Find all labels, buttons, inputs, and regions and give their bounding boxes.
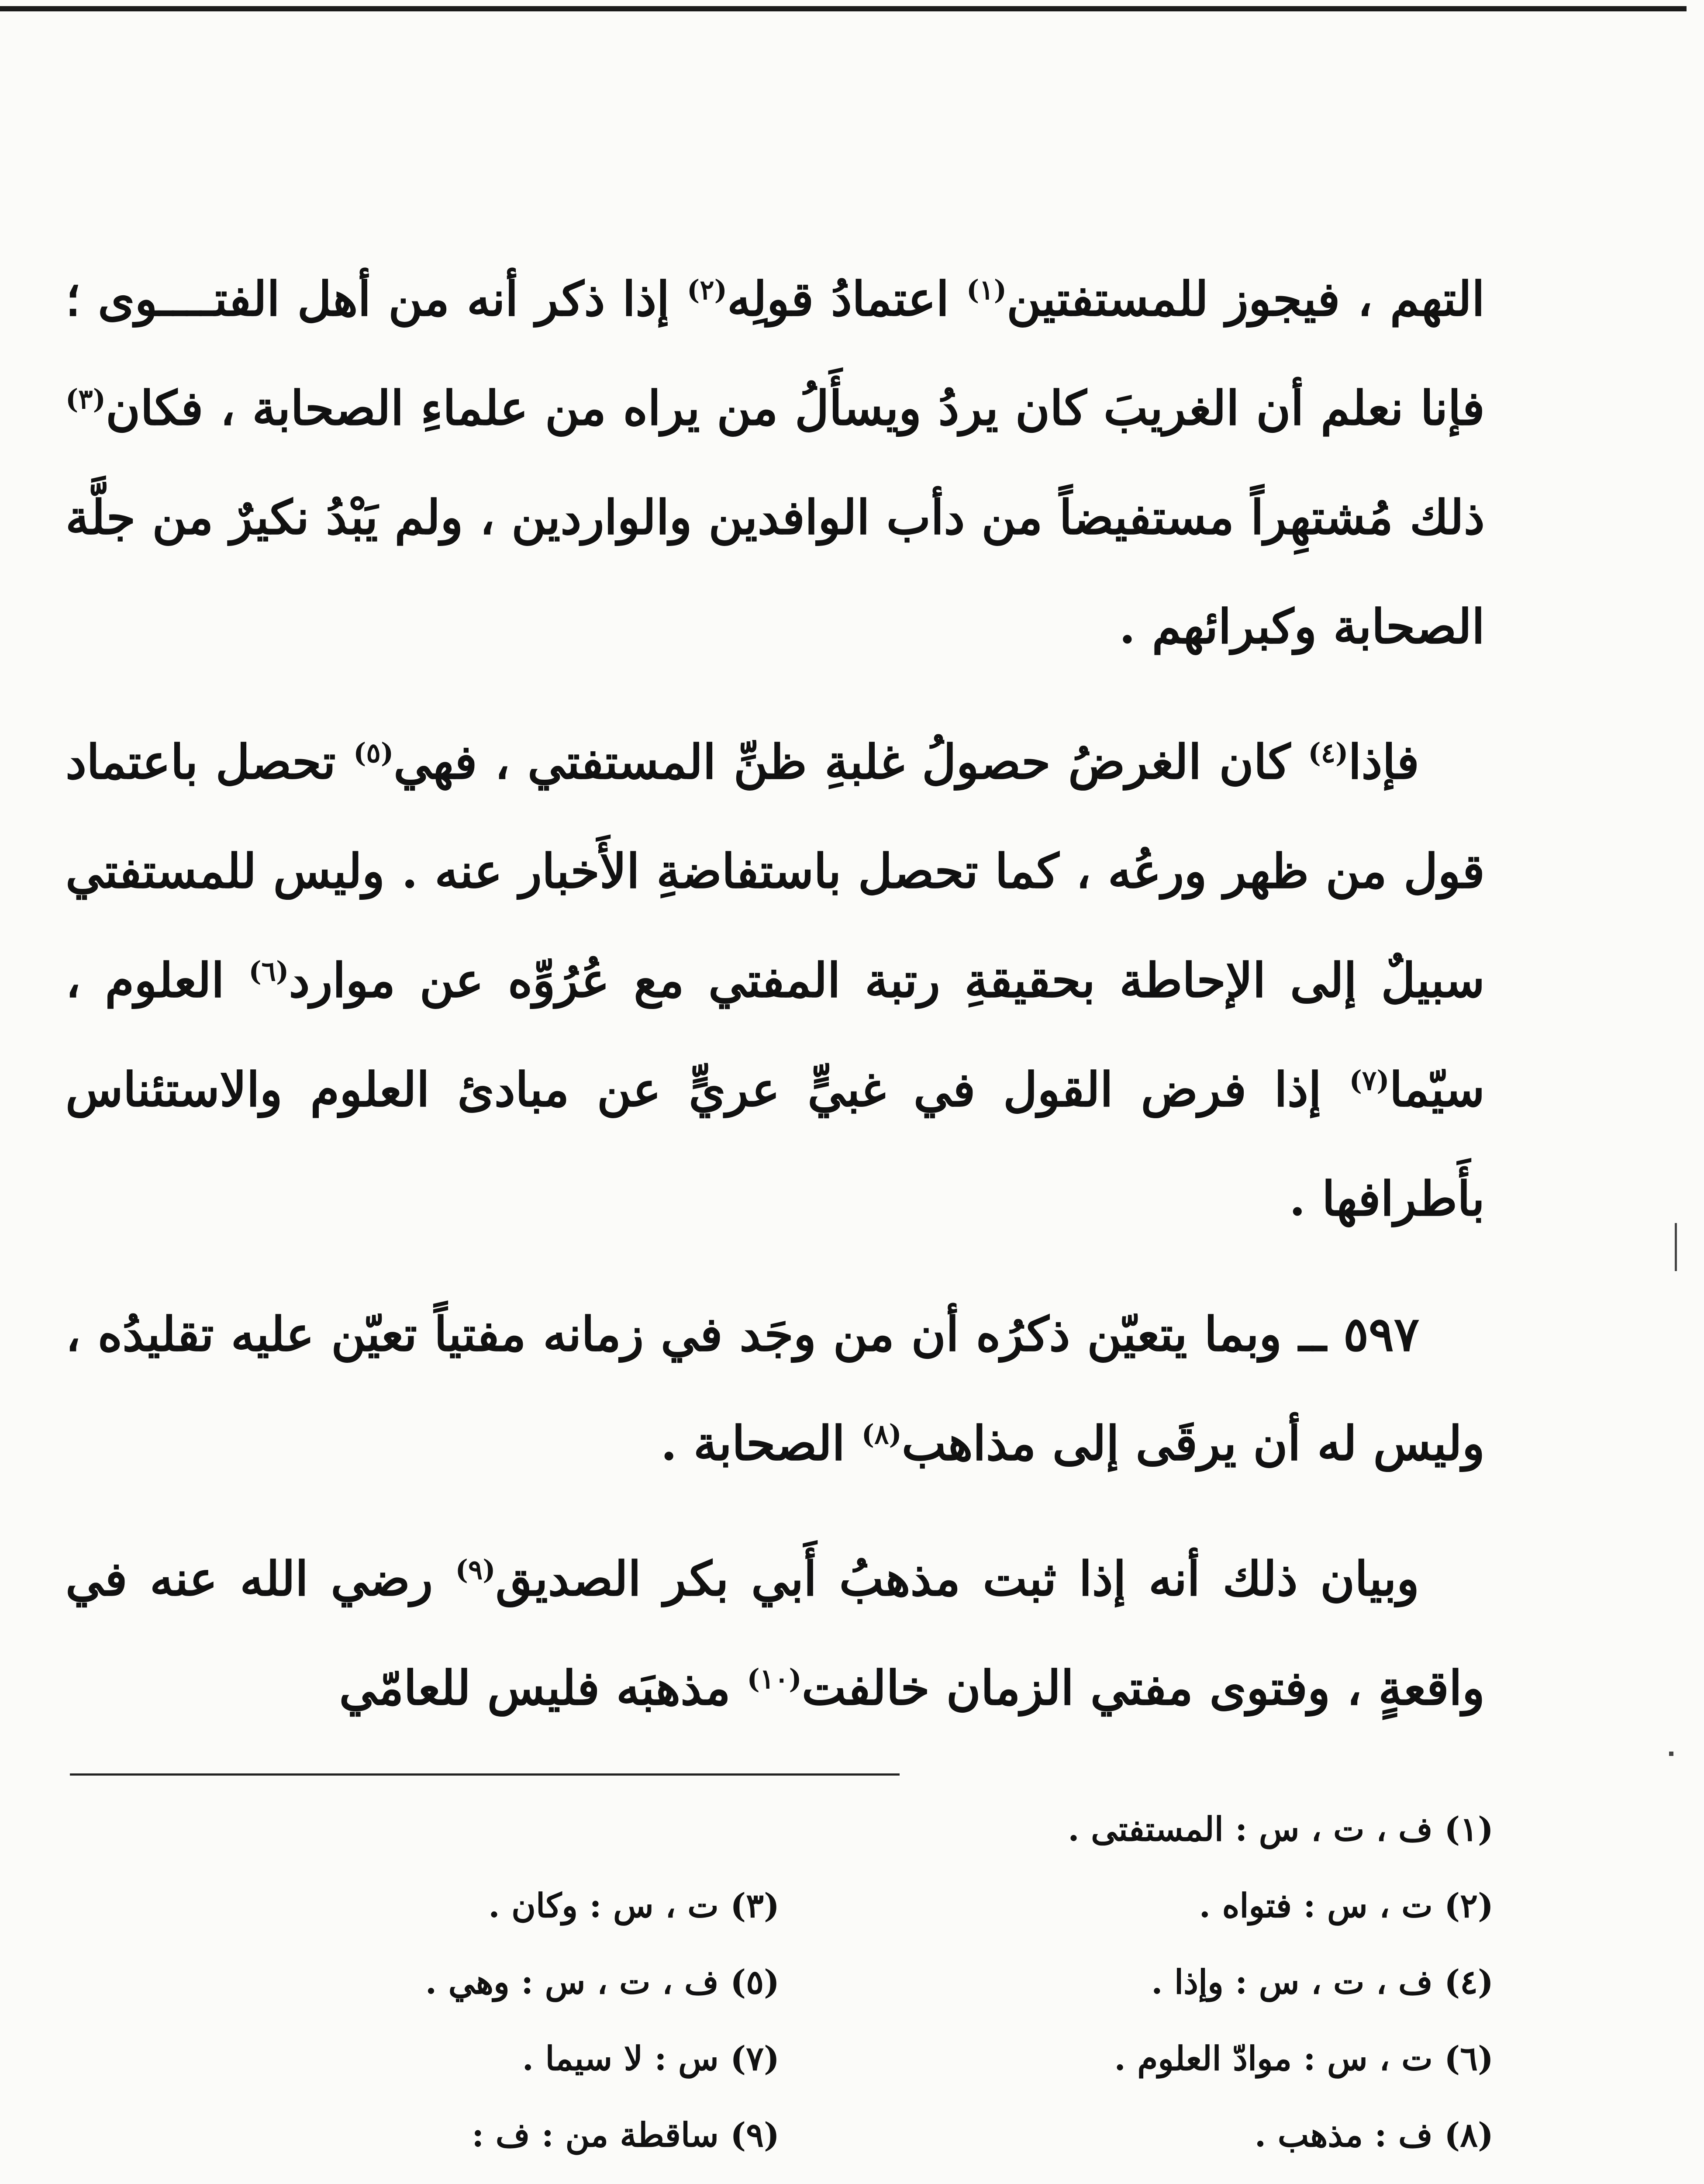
footnote-5: (٥) ف ، ت ، س : وهي .: [425, 1963, 780, 2001]
paragraph-1: [66, 245, 1485, 681]
text-run: وبيان ذلك أنه إذا ثبت مذهبُ أَبي بكر الصديق: [495, 1552, 1419, 1607]
footnote-row: [66, 1791, 1494, 1867]
text-run: إذا ذكر أنه من أهل الفتــــوى ؛ فإنا نعلم أن الغريبَ كان يردُ ويسأَلُ من يراه من علماءِ الصحابة ، فكان: [66, 272, 1485, 436]
footnote-6: (٦) ت ، س : موادّ العلوم .: [1114, 2039, 1494, 2078]
footnote-ref: (١): [966, 274, 1007, 306]
margin-mark: [1675, 1223, 1677, 1271]
text-run: إذا فرض القول في غبيٍّ عريٍّ عن مبادئ العلوم والاستئناس بأَطرافها .: [66, 1062, 1485, 1227]
text-run: ٥٩٧ ــ وبما يتعيّن ذكرُه أن من وجَد في زمانه مفتياً تعيّن عليه تقليدُه ، وليس له أن يرقَى إلى مذاهب: [66, 1307, 1485, 1471]
footnote-row: [66, 2020, 1494, 2097]
main-text-body: [66, 245, 1485, 1769]
footnote-ref: (٩): [455, 1554, 496, 1586]
text-run: العلوم ، سيّما: [66, 953, 1485, 1117]
footnote-row: [66, 2173, 1494, 2184]
footnote-ref: (٨): [861, 1418, 902, 1450]
text-run: تحصل باعتماد قول من ظهر ورعُه ، كما تحصل باستفاضةِ الأَخبار عنه . وليس للمستفتي سبيلٌ إلى الإحاطة بحقيقةِ رتبة المفتي مع عُرُوِّه عن موارد: [66, 735, 1485, 1008]
text-run: الصحابة .: [660, 1416, 862, 1471]
footnote-ref: (٢): [687, 274, 727, 306]
text-run: اعتمادُ قولِه: [727, 272, 967, 327]
text-run: مذهبَه فليس للعامّي: [339, 1661, 747, 1716]
footnote-row: [66, 1944, 1494, 2020]
footnote-ref: (٤): [1308, 737, 1349, 769]
footnote-separator: [70, 1773, 900, 1776]
text-run: فإذا: [1348, 735, 1419, 790]
footnote-4: (٤) ف ، ت ، س : وإذا .: [1151, 1963, 1494, 2001]
text-run: التهم ، فيجوز للمستفتين: [1007, 272, 1485, 327]
footnote-2: (٢) ت ، س : فتواه .: [1199, 1886, 1494, 1925]
footnote-7: (٧) س : لا سيما .: [522, 2039, 780, 2078]
paragraph-597: [66, 1280, 1485, 1498]
text-run: كان الغرضُ حصولُ غلبةِ ظنِّ المستفتي ، فهي: [393, 735, 1308, 790]
footnote-ref: (٣): [66, 383, 106, 415]
footnote-row: [66, 2097, 1494, 2173]
paragraph-4: [66, 1524, 1485, 1743]
footnote-empty: [66, 1791, 780, 1867]
footnote-ref: (٧): [1349, 1064, 1390, 1096]
text-run: ذلك مُشتهِراً مستفيضاً من دأب الوافدين والواردين ، ولم يَبْدُ نكيرٌ من جلَّة الصحابة وكبرائهم .: [66, 490, 1485, 654]
top-border-rule: [0, 6, 1687, 11]
footnote-ref: (٦): [248, 955, 289, 987]
footnote-ref: (١٠): [747, 1663, 802, 1695]
footnote-8: (٨) ف : مذهب .: [1254, 2115, 1494, 2154]
text-run: رضي الله عنه في واقعةٍ ، وفتوى مفتي الزمان خالفت: [66, 1552, 1485, 1716]
footnote-1: (١) ف ، ت ، س : المستفتى .: [1068, 1810, 1494, 1849]
footnote-row: [66, 1867, 1494, 1944]
footnote-10: [780, 2173, 1494, 2184]
paragraph-2: [66, 708, 1485, 1254]
margin-mark: [1669, 1752, 1673, 1756]
footnote-ref: (٥): [353, 737, 394, 769]
footnotes: [66, 1791, 1494, 2184]
footnote-3: (٣) ت ، س : وكان .: [488, 1886, 780, 1925]
footnote-empty: [66, 2173, 780, 2184]
footnote-9: (٩) ساقطة من : ف :: [472, 2115, 780, 2154]
